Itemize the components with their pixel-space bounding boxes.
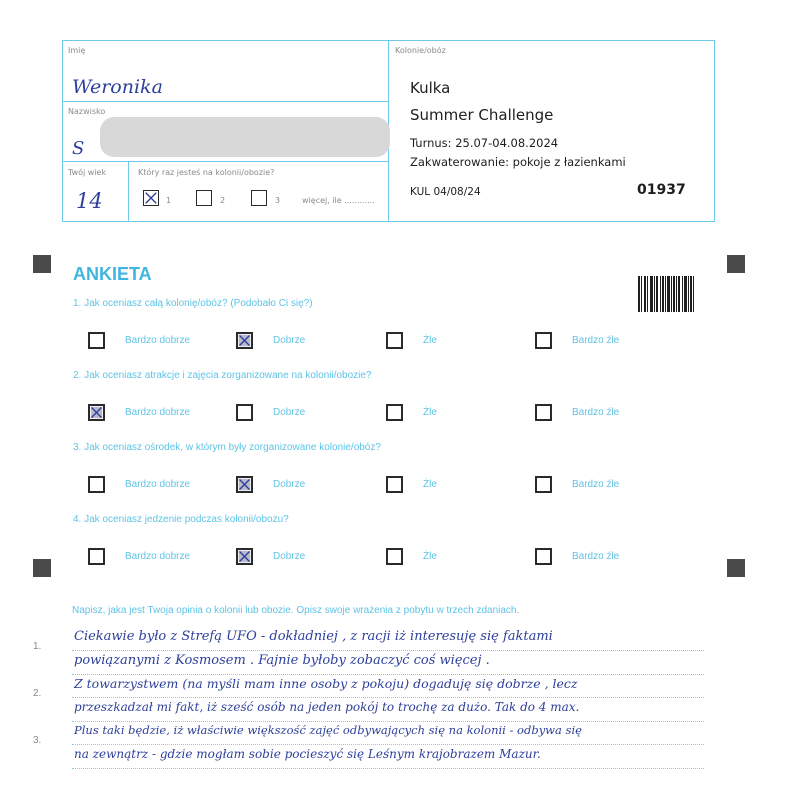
opinion-line-5	[72, 744, 704, 745]
question-1-text: 1. Jak oceniasz całą kolonię/obóz? (Podobało Ci się?)	[73, 298, 313, 309]
check-mark-icon	[238, 478, 251, 491]
check-mark-icon	[144, 191, 158, 205]
question-4-option-label: Dobrze	[273, 551, 306, 562]
check-mark-icon	[90, 406, 103, 419]
question-1-option-label: Źle	[423, 335, 437, 346]
times-checkbox-3[interactable]	[251, 190, 267, 206]
check-mark-icon	[238, 550, 251, 563]
redaction-block	[100, 117, 390, 157]
registration-marker-top-left	[33, 255, 51, 273]
barcode-icon	[638, 276, 694, 312]
age-label: Twój wiek	[68, 168, 107, 177]
times-checkbox-1[interactable]	[143, 190, 159, 206]
question-2-text: 2. Jak oceniasz atrakcje i zajęcia zorganizowane na kolonii/obozie?	[73, 370, 372, 381]
opinion-line-6	[72, 768, 704, 769]
opinion-text-line-4[interactable]: przeszkadzał mi fakt, iż sześć osób na jeden pokój to trochę za dużo. Tak do 4 max.	[74, 700, 580, 714]
opinion-text-line-3[interactable]: Z towarzystwem (na myśli mam inne osoby z pokoju) dogaduję się dobrze , lecz	[74, 676, 578, 691]
question-4-checkbox-4[interactable]	[535, 548, 552, 565]
question-3-checkbox-2[interactable]	[236, 476, 253, 493]
age-divider	[128, 161, 129, 222]
question-1-option-label: Bardzo dobrze	[125, 335, 191, 346]
times-checkbox-2[interactable]	[196, 190, 212, 206]
question-1-checkbox-4[interactable]	[535, 332, 552, 349]
times-option-3: 3	[275, 196, 281, 205]
question-3-checkbox-4[interactable]	[535, 476, 552, 493]
question-1-option-label: Bardzo źle	[572, 335, 620, 346]
question-4-text: 4. Jak oceniasz jedzenie podczas kolonii/obozu?	[73, 514, 289, 525]
question-4-checkbox-1[interactable]	[88, 548, 105, 565]
last-name-value[interactable]: S	[72, 138, 85, 159]
question-2-checkbox-3[interactable]	[386, 404, 403, 421]
times-option-2: 2	[220, 196, 226, 205]
camp-number: 01937	[637, 182, 686, 198]
question-1-checkbox-3[interactable]	[386, 332, 403, 349]
question-3-option-label: Bardzo dobrze	[125, 479, 191, 490]
question-3-option-label: Źle	[423, 479, 437, 490]
question-2-option-label: Dobrze	[273, 407, 306, 418]
camp-label: Kolonie/obóz	[395, 46, 446, 55]
check-mark-icon	[238, 334, 251, 347]
camp-code: KUL 04/08/24	[410, 186, 481, 198]
opinion-text-line-1[interactable]: Ciekawie było z Strefą UFO - dokładniej , z racji iż interesuję się faktami	[74, 629, 553, 644]
registration-marker-bottom-left	[33, 559, 51, 577]
last-name-label: Nazwisko	[68, 107, 106, 116]
opinion-text-line-5[interactable]: Plus taki będzie, iż właściwie większość zajęć odbywających się na kolonii - odbywa się	[74, 723, 582, 737]
question-2-checkbox-1[interactable]	[88, 404, 105, 421]
question-2-option-label: Bardzo dobrze	[125, 407, 191, 418]
opinion-line-2	[72, 674, 704, 675]
camp-name: Kulka	[410, 79, 451, 97]
camp-turnus: Turnus: 25.07-04.08.2024	[410, 136, 559, 150]
times-option-1: 1	[166, 196, 172, 205]
opinion-number-3: 3.	[33, 735, 42, 746]
last-name-divider	[62, 161, 389, 162]
registration-marker-bottom-right	[727, 559, 745, 577]
opinion-number-2: 2.	[33, 688, 42, 699]
question-3-option-label: Dobrze	[273, 479, 306, 490]
opinion-line-3	[72, 697, 704, 698]
first-name-value[interactable]: Weronika	[72, 76, 163, 98]
question-4-checkbox-3[interactable]	[386, 548, 403, 565]
question-2-checkbox-2[interactable]	[236, 404, 253, 421]
question-4-option-label: Źle	[423, 551, 437, 562]
times-option-more: więcej, ile ............	[302, 196, 375, 205]
question-4-option-label: Bardzo dobrze	[125, 551, 191, 562]
question-2-option-label: Bardzo źle	[572, 407, 620, 418]
first-name-divider	[62, 101, 389, 102]
first-name-label: Imię	[68, 46, 86, 55]
times-label: Który raz jesteś na kolonii/obozie?	[138, 168, 275, 177]
question-2-checkbox-4[interactable]	[535, 404, 552, 421]
question-3-option-label: Bardzo źle	[572, 479, 620, 490]
question-4-checkbox-2[interactable]	[236, 548, 253, 565]
question-4-option-label: Bardzo źle	[572, 551, 620, 562]
survey-title: ANKIETA	[73, 264, 152, 284]
question-3-checkbox-3[interactable]	[386, 476, 403, 493]
age-value[interactable]: 14	[76, 189, 103, 213]
question-3-text: 3. Jak oceniasz ośrodek, w którym były zorganizowane kolonie/obóz?	[73, 442, 381, 453]
opinion-text-line-6[interactable]: na zewnątrz - gdzie mogłam sobie pocieszyć się Leśnym krajobrazem Mazur.	[74, 747, 541, 761]
opinion-line-1	[72, 650, 704, 651]
question-3-checkbox-1[interactable]	[88, 476, 105, 493]
opinion-text-line-2[interactable]: powiązanymi z Kosmosem . Fajnie byłoby zobaczyć coś więcej .	[74, 653, 490, 668]
question-1-option-label: Dobrze	[273, 335, 306, 346]
camp-accommodation: Zakwaterowanie: pokoje z łazienkami	[410, 155, 626, 169]
opinion-line-4	[72, 721, 704, 722]
opinion-prompt: Napisz, jaka jest Twoja opinia o kolonii lub obozie. Opisz swoje wrażenia z pobytu w trzech zdaniach.	[72, 605, 520, 616]
registration-marker-top-right	[727, 255, 745, 273]
question-2-option-label: Źle	[423, 407, 437, 418]
opinion-number-1: 1.	[33, 641, 42, 652]
question-1-checkbox-1[interactable]	[88, 332, 105, 349]
question-1-checkbox-2[interactable]	[236, 332, 253, 349]
camp-program: Summer Challenge	[410, 106, 554, 124]
